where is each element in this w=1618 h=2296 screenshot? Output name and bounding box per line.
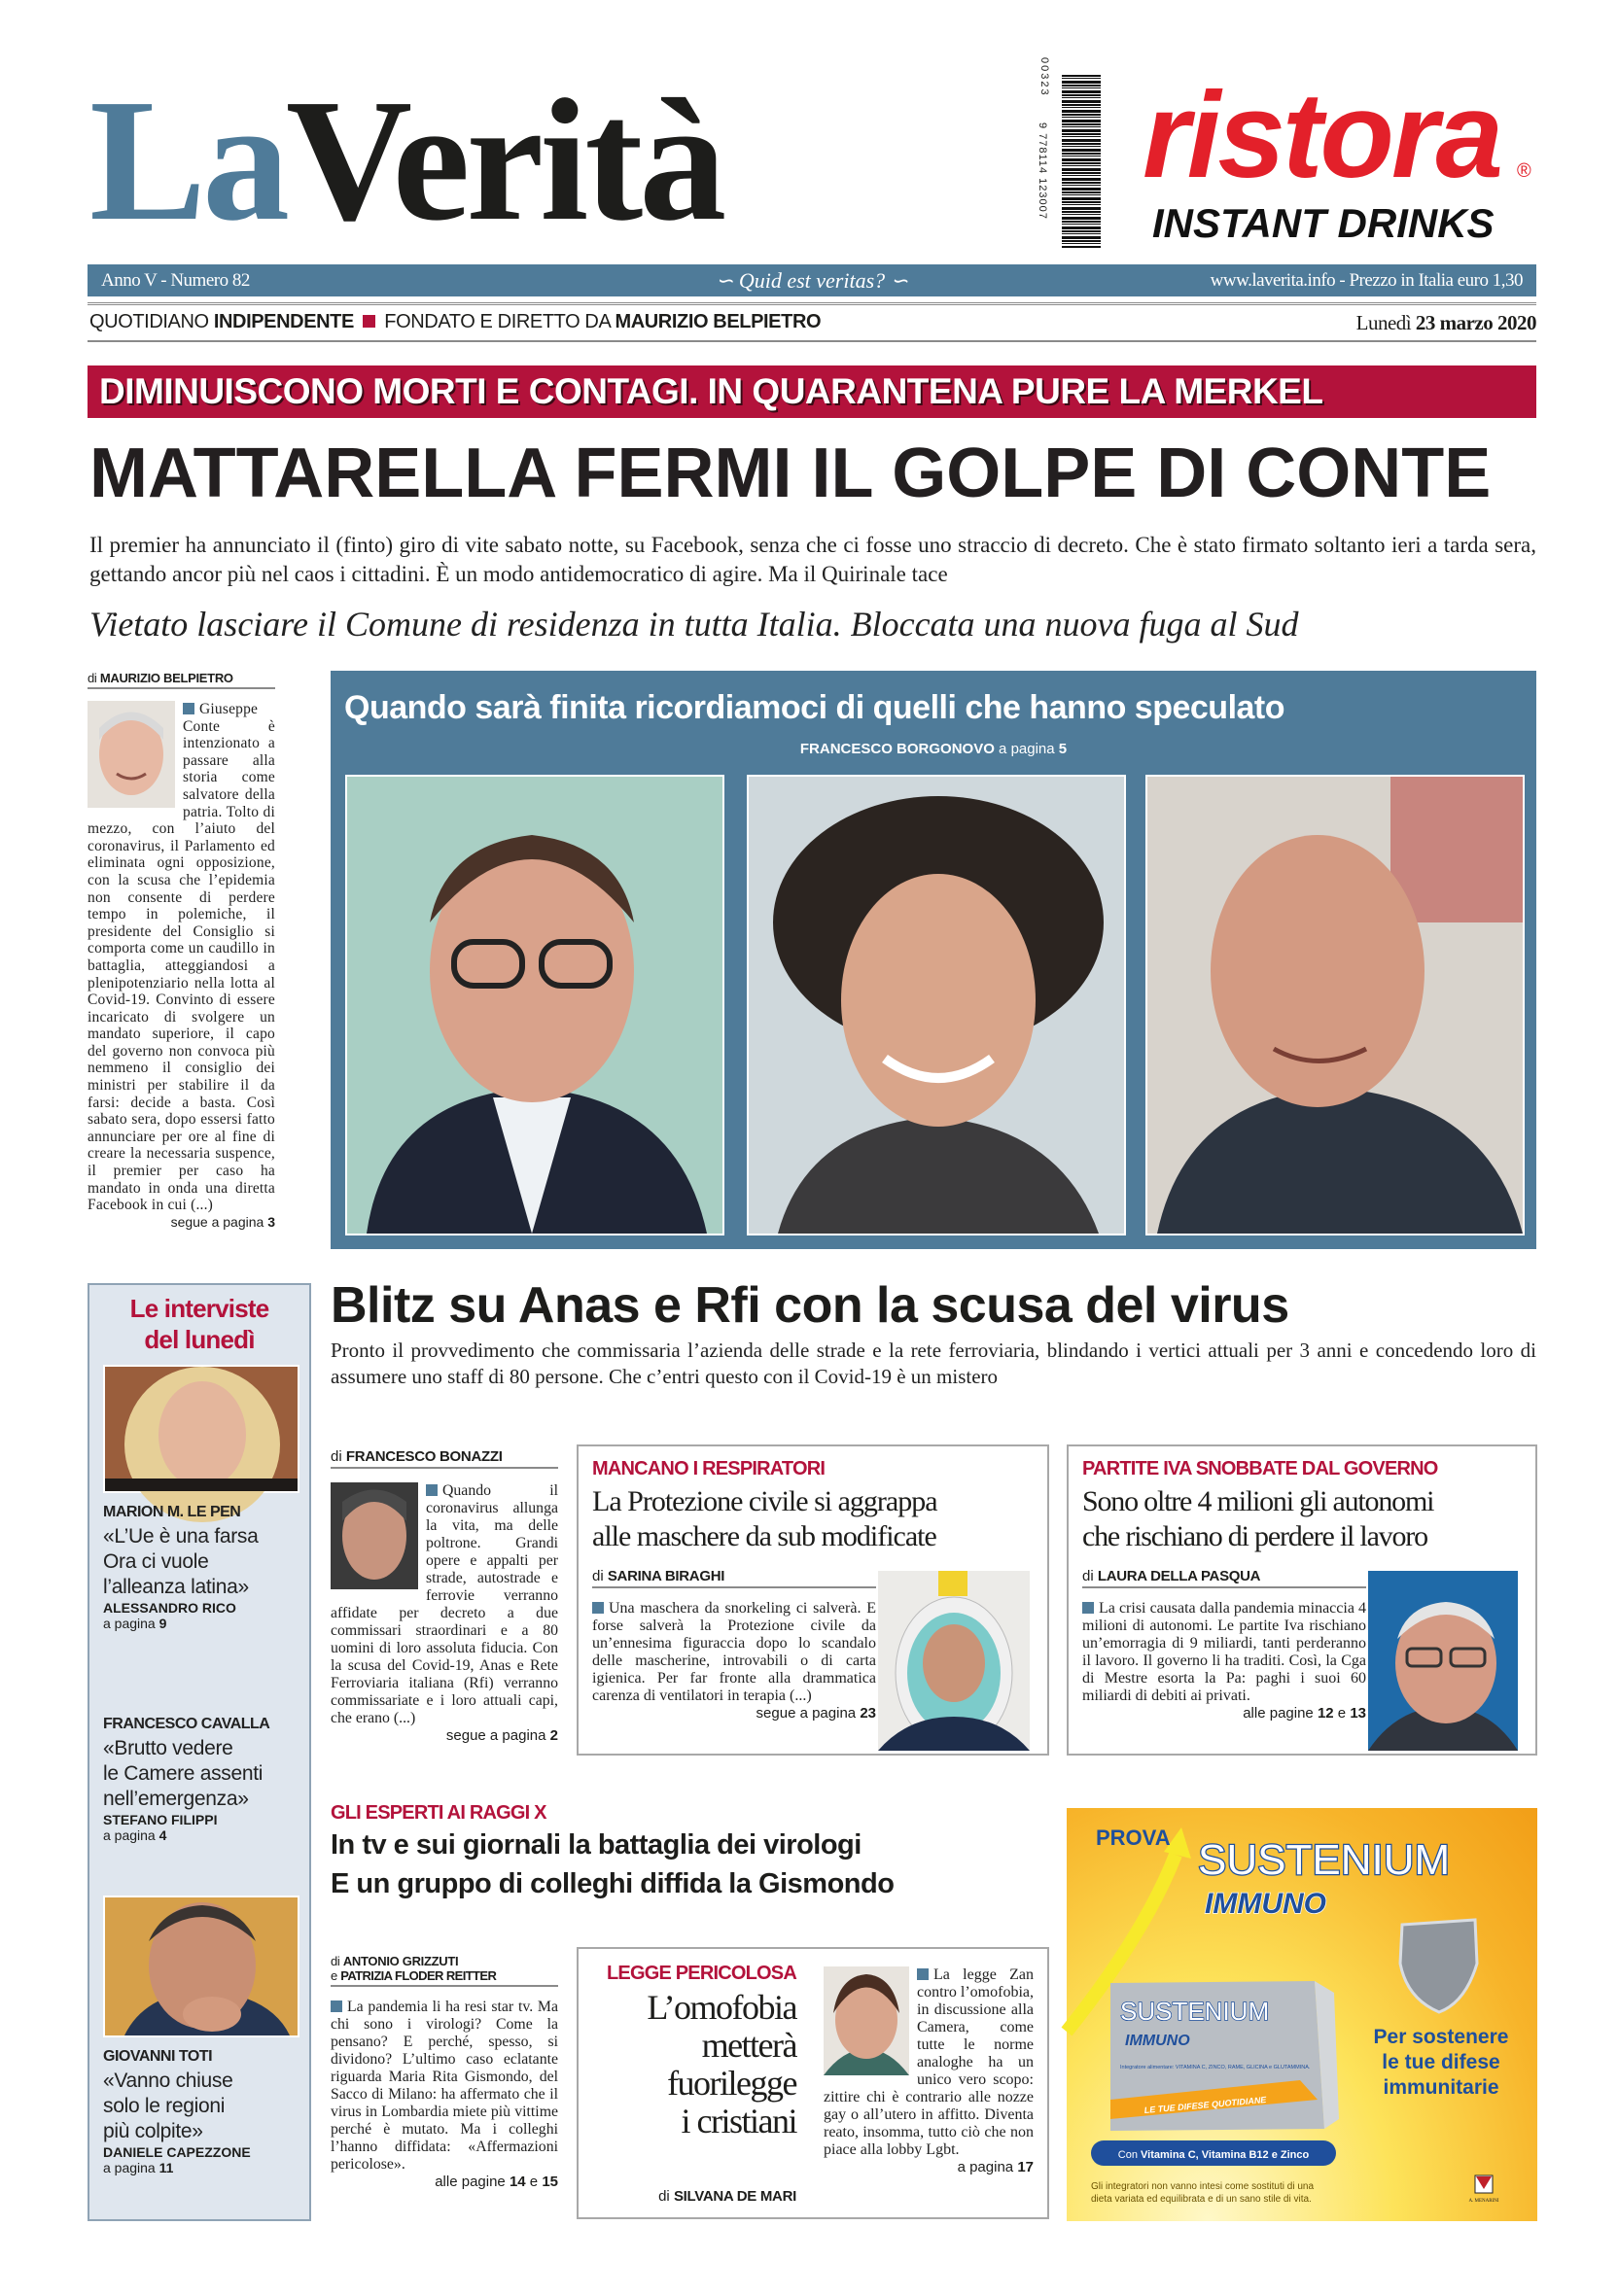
info-bar xyxy=(88,264,1536,296)
lead-banner xyxy=(88,365,1536,418)
article-body: La pandemia li ha resi star tv. Ma chi sono i virologi? Come la pensano? E perché, spesso, si dividono? L’ultimo caso eclatante riguarda Maria Rita Gismondo, del Sacco di Milano: ha affermato che il virus in Lombardia miete più vittime perché è mutato. Ma i colleghi l’hanno diffidata: «Affermazioni pericolose». xyxy=(331,1999,558,2173)
divider xyxy=(88,302,1536,305)
continue-link[interactable]: alle pagine 12 e 13 xyxy=(1243,1705,1366,1722)
homophobia-article[interactable] xyxy=(577,1947,1049,2219)
box-description: Integratore alimentare: VITAMINA C, ZINCO, RAME, GLICINA e GLUTAMMINA. xyxy=(1120,2065,1311,2070)
photo-boccia xyxy=(345,775,724,1235)
subline-bold: INDIPENDENTE xyxy=(213,311,354,332)
bullet-square-icon xyxy=(917,1968,929,1980)
continue-link[interactable]: alle pagine 14 e 15 xyxy=(435,2174,558,2190)
editorial-body xyxy=(88,701,275,1214)
ad-graphics xyxy=(1067,1808,1537,2221)
date: 23 marzo 2020 xyxy=(1415,311,1536,334)
lead-italic-subtitle: Vietato lasciare il Comune di residenza in tutta Italia. Bloccata una nuova fuga al Sud xyxy=(89,605,1299,644)
author-name: LAURA DELLA PASQUA xyxy=(1097,1568,1261,1584)
article-column xyxy=(592,1568,876,1722)
interviewer-name: DANIELE CAPEZZONE xyxy=(103,2144,251,2160)
interviewee-name: FRANCESCO CAVALLA xyxy=(103,1716,270,1732)
article-body: Quando il coronavirus allunga la vita, ma delle poltrone. Grandi opere e appalti per strade, autostrade e ferrovie verranno affidate per decreto a due commissari straordinari e a 80 uomini di loro assoluta fiducia. Con la scusa del Covid-19, Anas e Rete Ferroviaria italiana (Rfi) verranno commissariate e i loro attuali capi, che erano (...) xyxy=(331,1482,558,1726)
newspaper-logo[interactable] xyxy=(89,63,723,257)
virologists-article[interactable] xyxy=(331,1954,558,2190)
issue-number: Anno V - Numero 82 xyxy=(101,270,250,291)
ornament-icon: ∽ xyxy=(715,268,734,293)
photo-le-pen xyxy=(103,1365,299,1493)
article-body: La legge Zan contro l’omofobia, in discussione alla Camera, come tutte le norme analoghe ha un unico vero scopo: zittire chi è contrario alle nozze gay o all’utero in affitto. Diventa reato, insomma, tutto ciò che non piace alla lobby Lgbt. xyxy=(824,1966,1034,2158)
box-band: LE TUE DIFESE QUOTIDIANE xyxy=(1143,2095,1267,2115)
red-square-icon xyxy=(363,315,375,328)
motto-text: Quid est veritas? xyxy=(738,268,886,293)
byline-prefix: di xyxy=(88,671,100,685)
banner-text: DIMINUISCONO MORTI E CONTAGI. IN QUARANTENA PURE LA MERKEL xyxy=(99,371,1323,411)
kicker: PARTITE IVA SNOBBATE DAL GOVERNO xyxy=(1082,1458,1438,1479)
interview-quote: «Vanno chiuse solo le regioni più colpite» xyxy=(103,2070,233,2142)
photo-toti xyxy=(103,1896,299,2037)
second-story-head[interactable] xyxy=(331,1273,1536,1390)
lead-deck xyxy=(89,531,1536,589)
page-number: 3 xyxy=(267,1213,275,1230)
page-ref: a pagina 9 xyxy=(103,1616,167,1631)
bullet-square-icon xyxy=(183,703,194,714)
byline: di ANTONIO GRIZZUTI e PATRIZIA FLODER REITTER xyxy=(331,1954,558,1987)
lead-headline[interactable] xyxy=(89,430,1538,517)
bullet-square-icon xyxy=(331,2000,342,2012)
interviewer-name: ALESSANDRO RICO xyxy=(103,1600,236,1616)
weekday: Lunedì xyxy=(1355,311,1416,334)
page-number: 5 xyxy=(1058,741,1068,757)
interview-item[interactable] xyxy=(103,1713,298,1843)
ad-disclaimer: dieta variata ed equilibrata e di un sano stile di vita. xyxy=(1091,2194,1312,2205)
continue-link[interactable]: a pagina 17 xyxy=(957,2159,1034,2175)
ad-prova: PROVA xyxy=(1096,1826,1171,1850)
interviewee-name: MARION M. LE PEN xyxy=(103,1504,241,1520)
motto xyxy=(574,268,1050,294)
logo-verita: Verità xyxy=(286,63,723,257)
product-box xyxy=(1110,1981,1339,2131)
barcode-top-digits: 00323 xyxy=(1038,57,1050,97)
interview-item[interactable] xyxy=(103,1501,298,1631)
interviews-sidebar xyxy=(88,1283,311,2221)
box-brand: SUSTENIUM xyxy=(1120,1997,1270,2026)
interviewer-name: STEFANO FILIPPI xyxy=(103,1812,218,1827)
article-column xyxy=(1082,1568,1366,1722)
article-left xyxy=(592,1963,796,2140)
interview-item[interactable] xyxy=(103,2045,298,2175)
featured-photo-box[interactable] xyxy=(331,671,1536,1249)
article-headline: E un gruppo di colleghi diffida la Gismondo xyxy=(331,1868,895,1899)
masks-article[interactable] xyxy=(577,1444,1049,1756)
deck-line: firmato soltanto ieri a tarda sera, gettando ancor più nel caos i cittadini. È un modo antidemocratico di agire. Ma il Quirinale tace xyxy=(89,533,1537,586)
bullet-square-icon xyxy=(592,1602,604,1614)
maker-name: A. MENARINI xyxy=(1468,2199,1499,2204)
editorial-text: Giuseppe Conte è intenzionato a passare alla storia come salvatore della patria. Tolto di mezzo, con l’aiuto del coronavirus, il Parlamento ed eliminata ogni opposizione, con la scusa che l’epidemia non consente di perdere tempo in polemiche, il presidente del Consiglio si comporta come un caudillo in battaglia, atteggiandosi a plenipotenziario nella lotta al Covid-19. Convinto di essere incaricato di svolgere un mandato superiore, il capo del governo non convoca più nemmeno il consiglio dei ministri per stabilire il da farsi: decide a basta. Così sabato sera, dopo essersi fatto annunciare per ore al fine di creare la necessaria suspence, il premier per caso ha mandato in onda una diretta Facebook in cui (...) xyxy=(88,701,275,1214)
divider xyxy=(88,340,1536,342)
bullet-square-icon xyxy=(1082,1602,1094,1614)
ad-pill-text: Con Vitamina C, Vitamina B12 e Zinco xyxy=(1117,2149,1310,2161)
ad-brand: SUSTENIUM xyxy=(1198,1836,1451,1884)
continue-link[interactable] xyxy=(88,1214,275,1230)
follow-text: segue a pagina xyxy=(170,1213,268,1230)
page-ref: a pagina 11 xyxy=(103,2160,174,2175)
ad-tagline: immunitarie xyxy=(1383,2076,1499,2099)
second-story-article[interactable] xyxy=(331,1448,558,1744)
article-body: La crisi causata dalla pandemia minaccia 4 milioni di autonomi. Le partite Iva rischiano un’emorragia di 9 miliardi, tanti perderanno il lavoro. Il governo li ha traditi. Così, la Cga di Mestre esorta la Pa: paghi i suoi 60 miliardi di debiti ai privati. xyxy=(1082,1600,1366,1704)
page-ref: a pagina 4 xyxy=(103,1827,167,1843)
author-photo xyxy=(88,701,175,808)
ristora-wordmark: ristora xyxy=(1143,68,1501,203)
article-headline: La Protezione civile si aggrappa alle maschere da sub modificate xyxy=(592,1485,937,1552)
byline xyxy=(88,671,275,689)
registered-mark: ® xyxy=(1517,160,1531,182)
bullet-square-icon xyxy=(426,1484,438,1496)
second-headline: Blitz su Anas e Rfi con la scusa del virus xyxy=(331,1277,1289,1334)
ristora-tagline: INSTANT DRINKS xyxy=(1152,200,1495,246)
photo-snorkel-mask xyxy=(878,1571,1030,1751)
deck-line: per 3 anni e concedendo loro di assumere uno staff di 80 persone. Che c’entri questo con il Covid-19 è un mistero xyxy=(331,1339,1537,1388)
issue-date xyxy=(1356,311,1536,335)
ad-tagline: Per sostenere xyxy=(1373,2026,1509,2048)
virologists-head[interactable] xyxy=(331,1800,1050,1903)
subline-text: QUOTIDIANO xyxy=(89,311,214,332)
author-name: FRANCESCO BONAZZI xyxy=(345,1448,503,1465)
photo-burioni xyxy=(747,775,1126,1235)
subline-text: FONDATO E DIRETTO DA xyxy=(379,311,616,332)
barcode xyxy=(1037,57,1108,253)
interviewee-name: GIOVANNI TOTI xyxy=(103,2048,213,2065)
continue-link[interactable]: segue a pagina 23 xyxy=(756,1705,876,1722)
kicker: GLI ESPERTI AI RAGGI X xyxy=(331,1802,546,1824)
sustenium-ad[interactable] xyxy=(1067,1808,1537,2221)
byline: di SILVANA DE MARI xyxy=(658,2188,796,2205)
follow-text: a pagina xyxy=(994,741,1059,757)
sidebar-title xyxy=(89,1293,309,1355)
byline: di SARINA BIRAGHI xyxy=(592,1568,876,1588)
author-photo xyxy=(331,1482,418,1589)
author-name: MAURIZIO BELPIETRO xyxy=(99,671,233,685)
ad-tagline: le tue difese xyxy=(1382,2051,1500,2073)
continue-link[interactable]: segue a pagina 2 xyxy=(445,1727,558,1744)
photo-zingaretti xyxy=(1145,775,1525,1235)
menarini-logo xyxy=(1468,2175,1498,2204)
deck-line: Il premier ha annunciato il (finto) giro di vite sabato notte, su Facebook, senza che ci fosse uno straccio di decreto. Che è stato xyxy=(89,533,1237,557)
article-column xyxy=(824,1966,1034,2175)
kicker: LEGGE PERICOLOSA xyxy=(606,1963,796,1984)
lead-headline-text: MATTARELLA FERMI IL GOLPE DI CONTE xyxy=(89,435,1492,512)
byline: di LAURA DELLA PASQUA xyxy=(1082,1568,1366,1588)
author-name: FRANCESCO BORGONOVO xyxy=(799,741,995,757)
featured-byline xyxy=(331,741,1536,757)
subline xyxy=(89,311,821,333)
article-headline: In tv e sui giornali la battaglia dei virologi xyxy=(331,1829,862,1861)
ristora-ad-logo[interactable] xyxy=(1143,68,1541,253)
article-headline: L’omofobia metterà fuorilegge i cristiani xyxy=(647,1988,796,2140)
barcode-bars xyxy=(1062,75,1101,248)
shield-icon xyxy=(1400,1920,1477,2012)
site-and-price[interactable]: www.laverita.info - Prezzo in Italia euro 1,30 xyxy=(1210,270,1523,291)
author-photo xyxy=(824,1966,909,2075)
logo-la: La xyxy=(89,63,287,257)
article-headline: Sono oltre 4 milioni gli autonomi che rischiano di perdere il lavoro xyxy=(1082,1485,1434,1552)
kicker: MANCANO I RESPIRATORI xyxy=(592,1458,826,1479)
ornament-icon: ∽ xyxy=(890,268,909,293)
barcode-bottom-digits: 9 778114 123007 xyxy=(1037,122,1048,220)
ad-disclaimer: Gli integratori non vanno intesi come sostituti di una xyxy=(1091,2181,1315,2192)
interview-quote: «Brutto vedere le Camere assenti nell’emergenza» xyxy=(103,1737,264,1810)
article-body: Una maschera da snorkeling ci salverà. E forse salverà la Protezione civile da un’ennesima figuraccia dopo lo scandalo delle mascherine, introvabili o di carta igienica. Per far fronte alla drammatica carenza di ventilatori in terapia (...) xyxy=(592,1600,876,1704)
photo-economist xyxy=(1368,1571,1518,1751)
director-name: MAURIZIO BELPIETRO xyxy=(615,311,822,332)
author-name: SARINA BIRAGHI xyxy=(607,1568,725,1584)
interview-quote: «L’Ue è una farsa Ora ci vuole l’alleanza latina» xyxy=(103,1525,259,1598)
sidebar-title-line: Le interviste xyxy=(129,1294,269,1323)
editorial[interactable] xyxy=(88,671,275,1230)
ad-sub: IMMUNO xyxy=(1205,1888,1326,1920)
vat-article[interactable] xyxy=(1067,1444,1537,1756)
deck-line: Pronto il provvedimento che commissaria l’azienda delle strade e la rete ferroviaria, blindando i vertici attuali xyxy=(331,1339,1259,1362)
box-sub: IMMUNO xyxy=(1125,2033,1190,2049)
sidebar-title-line: del lunedì xyxy=(144,1325,255,1354)
featured-headline: Quando sarà finita ricordiamoci di quelli che hanno speculato xyxy=(344,689,1285,726)
byline: di FRANCESCO BONAZZI xyxy=(331,1448,558,1469)
author-name: SILVANA DE MARI xyxy=(673,2188,796,2205)
second-deck xyxy=(331,1338,1536,1390)
